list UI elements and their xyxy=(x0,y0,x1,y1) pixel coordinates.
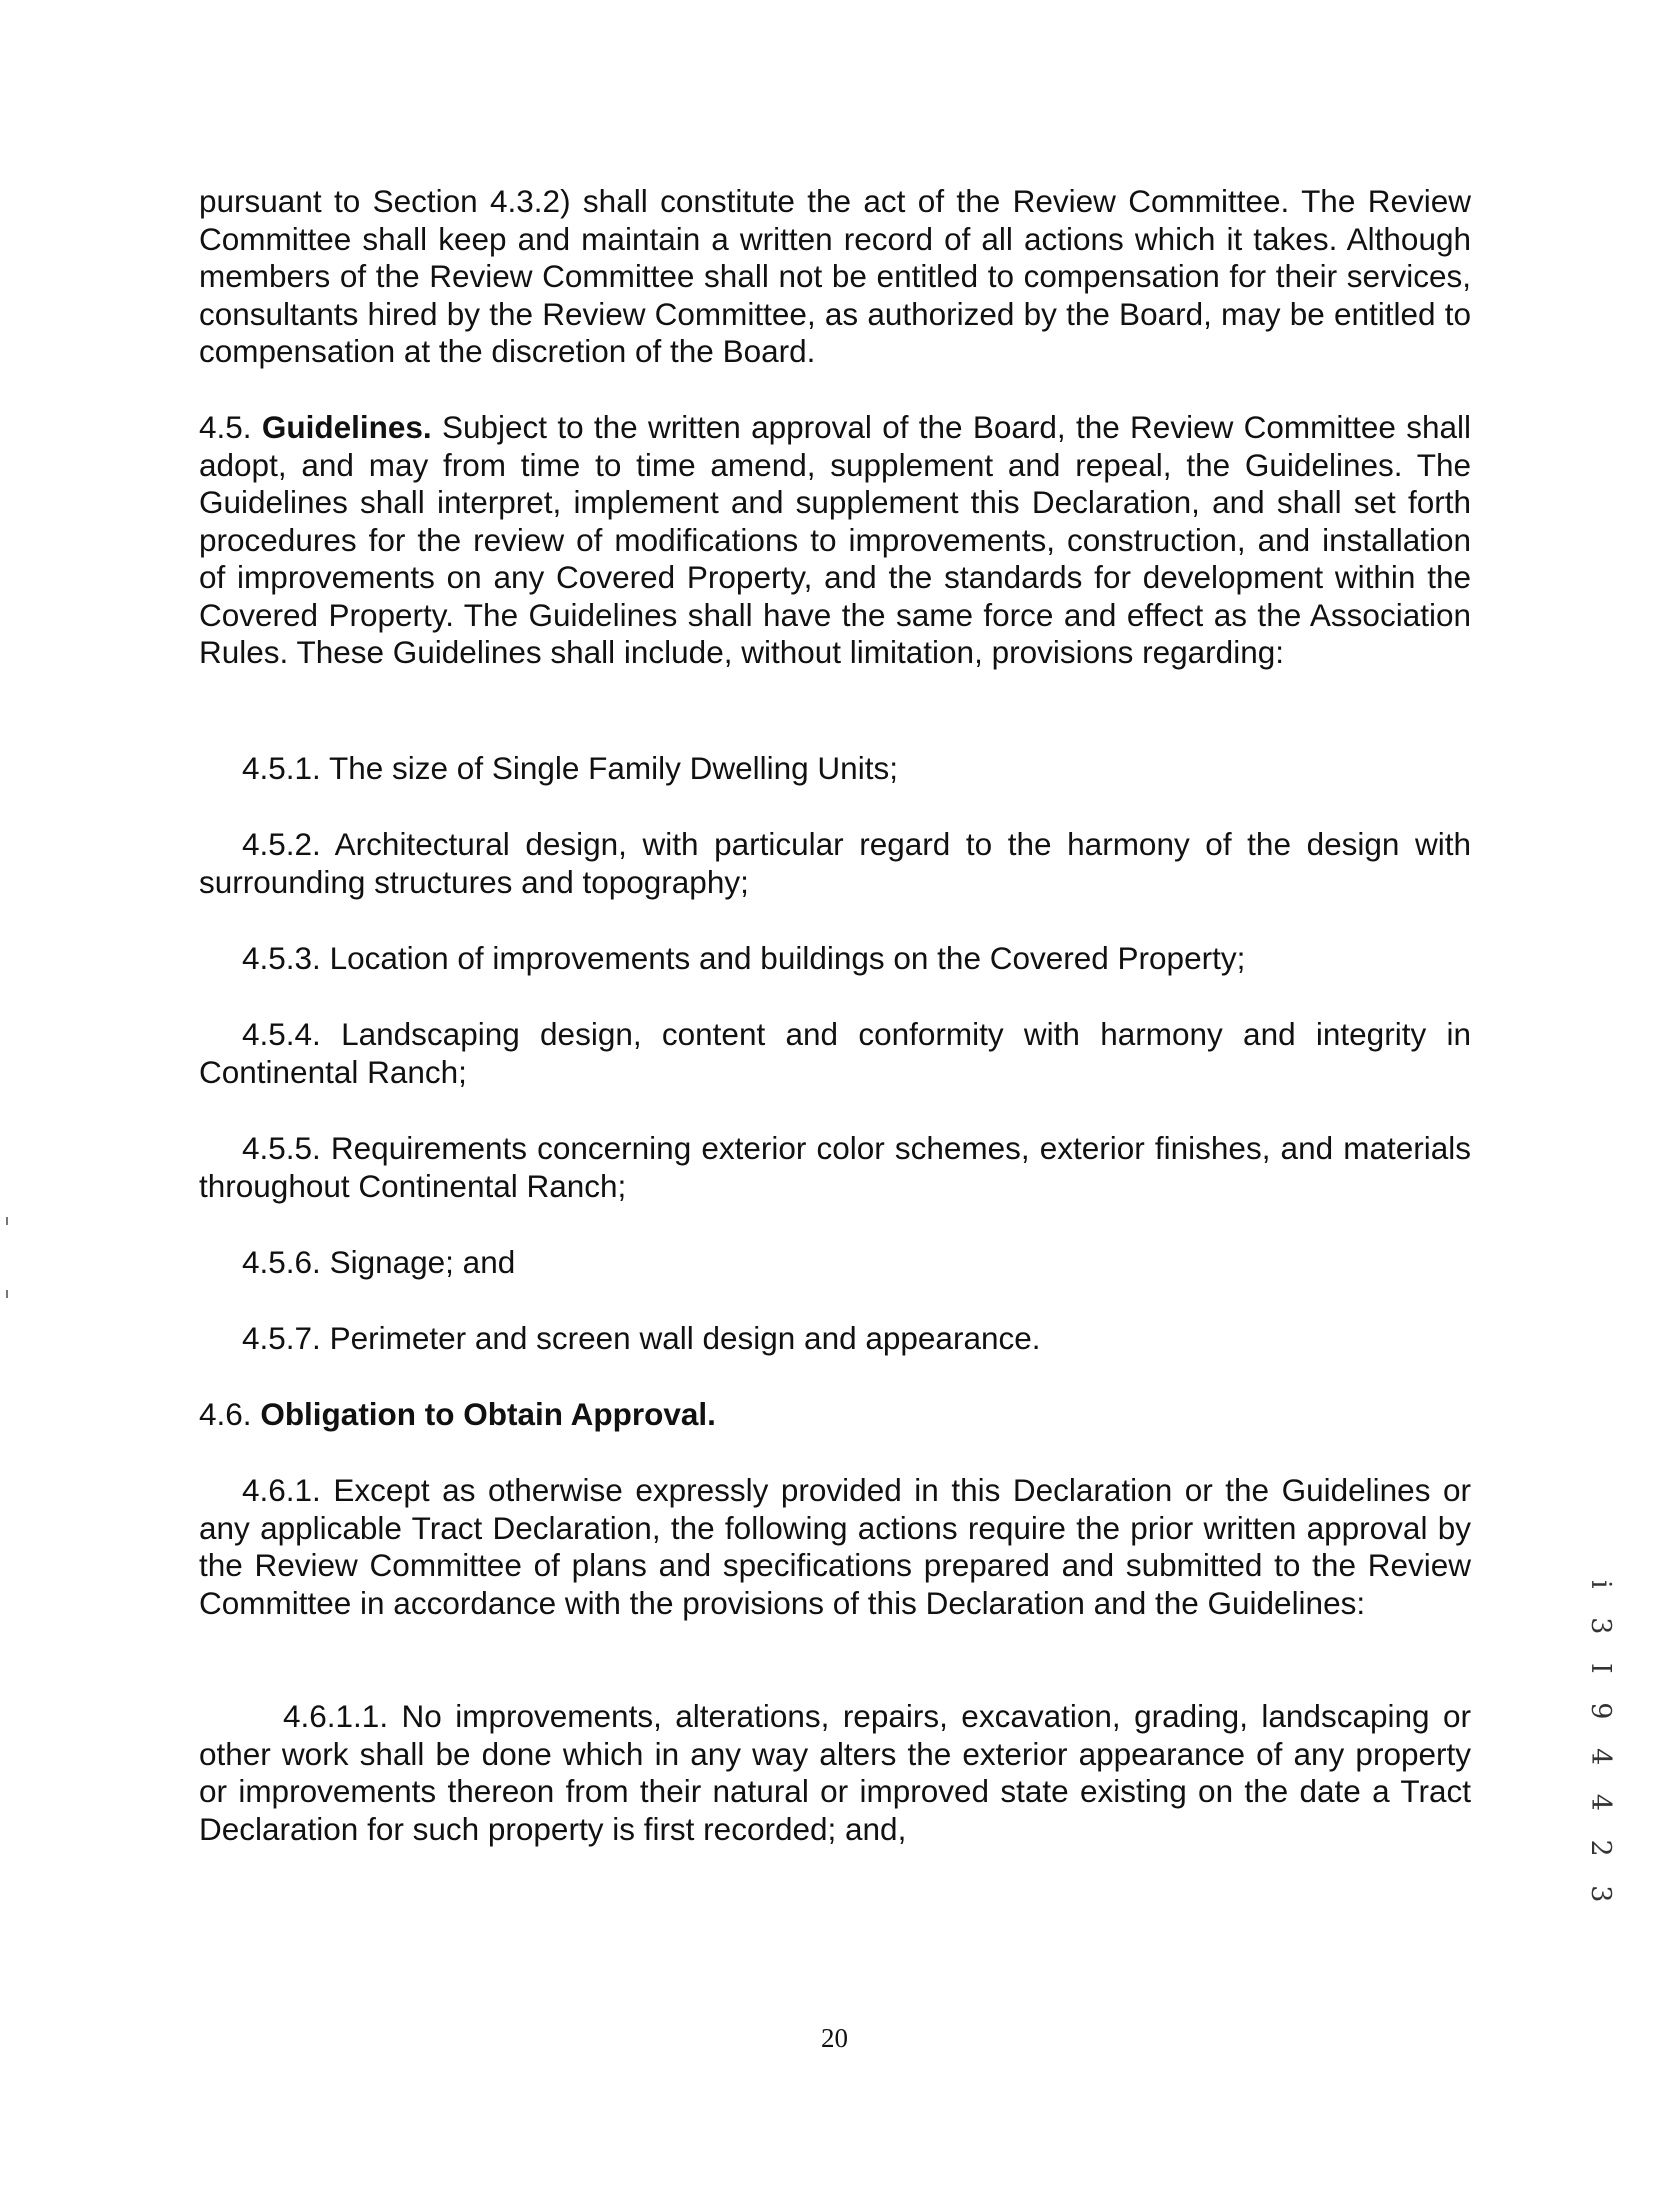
paragraph-intro: pursuant to Section 4.3.2) shall constitute the act of the Review Committee. The Review Committee shall keep and maintain a written record of all actions which it takes. Although members of the Review Committee shall not be entitled to compensation for their services, consultants hired by the Review Committee, as authorized by the Board, may be entitled to compensation at the discretion of the Board. xyxy=(199,183,1471,369)
list-item-4-5-3: 4.5.3. Location of improvements and buildings on the Covered Property; xyxy=(242,940,1246,976)
section-title: Obligation to Obtain Approval. xyxy=(260,1396,716,1432)
list-item-4-5-6: 4.5.6. Signage; and xyxy=(242,1244,516,1280)
paragraph-4-6-1-1: 4.6.1.1. No improvements, alterations, repairs, excavation, grading, landscaping or other work shall be done which in any way alters the exterior appearance of any property or improvements thereon from their natural or improved state existing on the date a Tract Declaration for such property is first recorded; and, xyxy=(199,1698,1471,1847)
section-number: 4.6. xyxy=(199,1396,252,1432)
list-item-4-5-1: 4.5.1. The size of Single Family Dwelling Units; xyxy=(242,750,898,786)
section-title: Guidelines. xyxy=(261,409,432,445)
section-body: Subject to the written approval of the Board, the Review Committee shall adopt, and may from time to time amend, supplement and repeal, the Guidelines. The Guidelines shall interpret, implement and supplement this Declaration, and shall set forth procedures for the review of modifications to improvements, construction, and installation of improvements on any Covered Property, and the standards for development within the Covered Property. The Guidelines shall have the same force and effect as the Association Rules. These Guidelines shall include, without limitation, provisions regarding: xyxy=(199,409,1471,670)
section-4-6-heading xyxy=(199,1396,1471,1434)
paragraph-4-6-1: 4.6.1. Except as otherwise expressly provided in this Declaration or the Guidelines or any applicable Tract Declaration, the following actions require the prior written approval by the Review Committee of plans and specifications prepared and submitted to the Review Committee in accordance with the provisions of this Declaration and the Guidelines: xyxy=(199,1472,1471,1621)
recording-stamp-text: i 3 I 9 4 4 2 3 xyxy=(1585,1580,1616,1913)
scan-edge-mark xyxy=(6,1290,8,1298)
section-number: 4.5. xyxy=(199,409,252,445)
list-item-4-5-2: 4.5.2. Architectural design, with particular regard to the harmony of the design with surrounding structures and topography; xyxy=(199,826,1471,900)
scan-edge-mark xyxy=(6,1217,8,1225)
page-number: 20 xyxy=(821,2023,848,2053)
section-4-5-guidelines xyxy=(199,409,1471,672)
list-item-4-5-5: 4.5.5. Requirements concerning exterior color schemes, exterior finishes, and materials throughout Continental Ranch; xyxy=(199,1130,1471,1204)
recording-stamp xyxy=(1585,1580,1628,1913)
list-item-4-5-7: 4.5.7. Perimeter and screen wall design and appearance. xyxy=(242,1320,1041,1356)
list-item-4-5-4: 4.5.4. Landscaping design, content and conformity with harmony and integrity in Continental Ranch; xyxy=(199,1016,1471,1090)
